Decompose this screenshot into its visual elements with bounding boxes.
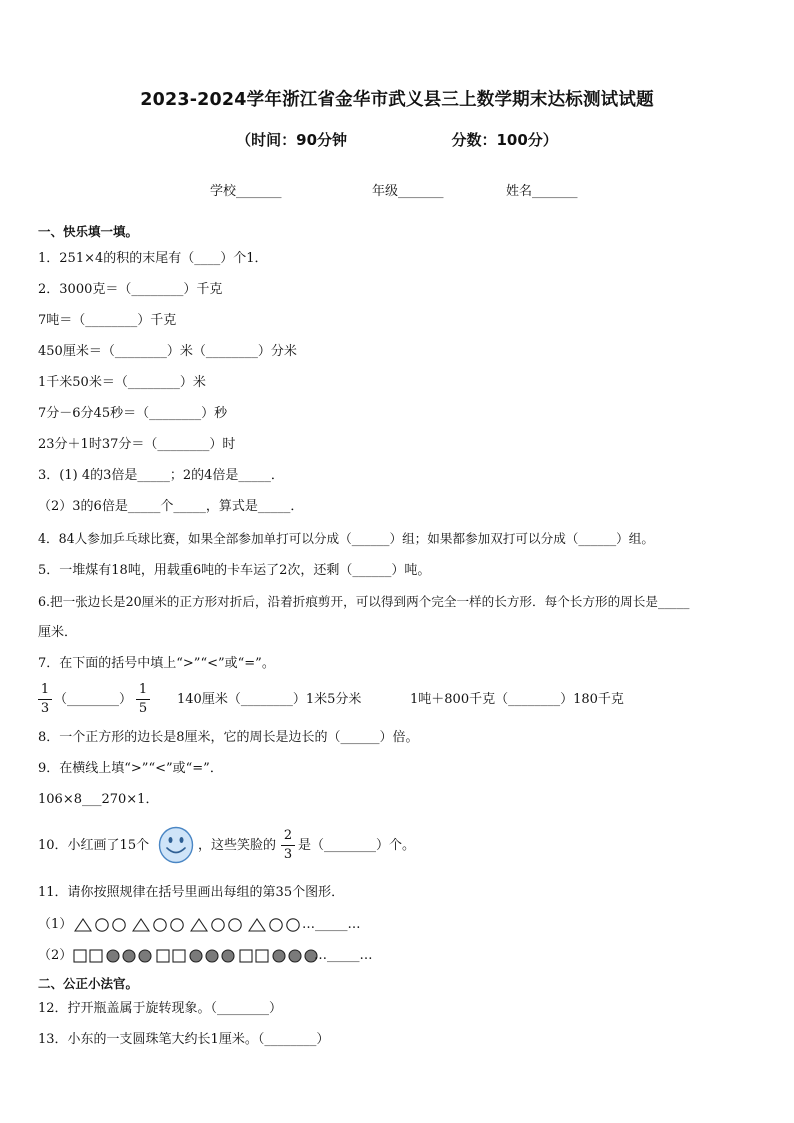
fraction-bar <box>136 699 150 700</box>
square-icon <box>74 950 86 962</box>
circle-icon <box>270 919 282 931</box>
fraction-denominator: 3 <box>283 847 293 862</box>
question-7-compare-c: 1吨＋800千克（________）180千克 <box>410 692 624 707</box>
pattern-row-squares-dots <box>73 948 343 964</box>
circle-icon <box>113 919 125 931</box>
fraction-numerator: 2 <box>283 828 293 843</box>
question-7-compare-b: 140厘米（________）1米5分米 <box>177 692 362 707</box>
school-field: 学校_______ <box>210 184 282 199</box>
question-2e: 7分－6分45秒＝（________）秒 <box>38 406 228 421</box>
question-3b: （2）3的6倍是_____个_____，算式是_____． <box>38 499 304 514</box>
grade-field: 年级_______ <box>372 184 444 199</box>
fraction-denominator: 5 <box>138 701 148 716</box>
filled-circle-icon <box>289 950 301 962</box>
question-1: 1．251×4的积的末尾有（____）个1． <box>38 251 268 266</box>
question-3a: 3．(1) 4的3倍是_____；2的4倍是_____． <box>38 468 284 483</box>
circle-icon <box>229 919 241 931</box>
question-9b: 106×8___270×1． <box>38 792 159 807</box>
question-10-part-c: 是（________）个。 <box>298 838 416 853</box>
fraction-denominator: 3 <box>40 701 50 716</box>
filled-circle-icon <box>222 950 234 962</box>
question-7-compare-a: （________） <box>54 692 133 707</box>
question-9: 9．在横线上填“>”“<”或“=”． <box>38 761 223 776</box>
question-2c: 450厘米＝（________）米（________）分米 <box>38 344 297 359</box>
question-11-part-1-blank: …_____… <box>302 917 361 932</box>
question-12: 12．拧开瓶盖属于旋转现象。（________） <box>38 1001 283 1016</box>
triangle-icon <box>133 919 149 931</box>
question-4: 4．84人参加乒乓球比赛，如果全部参加单打可以分成（______）组；如果都参加双打可以分成（______）组。 <box>38 531 654 546</box>
circle-icon <box>212 919 224 931</box>
question-10-part-a: 10．小红画了15个 <box>38 838 150 853</box>
document-subtitle: （时间：90分钟 分数：100分） <box>236 131 558 149</box>
fraction-bar <box>38 699 52 700</box>
fraction-two-thirds <box>281 828 295 863</box>
fraction-numerator: 1 <box>138 682 148 697</box>
circle-icon <box>287 919 299 931</box>
filled-circle-icon <box>206 950 218 962</box>
section-2-heading: 二、公正小法官。 <box>38 976 139 991</box>
question-2f: 23分＋1时37分＝（________）时 <box>38 437 236 452</box>
fraction-one-third <box>38 682 52 717</box>
square-icon <box>157 950 169 962</box>
question-11-part-1-label: （1） <box>38 917 73 932</box>
question-13: 13．小东的一支圆珠笔大约长1厘米。（________） <box>38 1032 330 1047</box>
square-icon <box>90 950 102 962</box>
fraction-numerator: 1 <box>40 682 50 697</box>
filled-circle-icon <box>273 950 285 962</box>
name-field: 姓名_______ <box>506 184 578 199</box>
triangle-icon <box>75 919 91 931</box>
triangle-icon <box>191 919 207 931</box>
square-icon <box>240 950 252 962</box>
question-5: 5．一堆煤有18吨，用载重6吨的卡车运了2次，还剩（______）吨。 <box>38 563 431 578</box>
question-8: 8．一个正方形的边长是8厘米，它的周长是边长的（______）倍。 <box>38 730 419 745</box>
question-11-part-2-label: （2） <box>38 948 73 963</box>
question-2a: 2．3000克＝（________）千克 <box>38 282 223 297</box>
filled-circle-icon <box>107 950 119 962</box>
section-1-heading: 一、快乐填一填。 <box>38 224 139 239</box>
circle-icon <box>154 919 166 931</box>
fraction-bar <box>281 845 295 846</box>
square-icon <box>173 950 185 962</box>
question-11-part-2-blank: …_____… <box>314 948 373 963</box>
triangle-icon <box>249 919 265 931</box>
smiley-face-icon <box>158 826 194 864</box>
question-2b: 7吨＝（________）千克 <box>38 313 177 328</box>
circle-icon <box>171 919 183 931</box>
question-2d: 1千米50米＝（________）米 <box>38 375 206 390</box>
filled-circle-icon <box>123 950 135 962</box>
filled-circle-icon <box>139 950 151 962</box>
circle-icon <box>96 919 108 931</box>
question-6a: 6.把一张边长是20厘米的正方形对折后，沿着折痕剪开，可以得到两个完全一样的长方形．每个长方形的周长是_____ <box>38 594 690 609</box>
question-6b: 厘米． <box>38 625 78 640</box>
question-7: 7．在下面的括号中填上“>”“<”或“=”。 <box>38 656 275 671</box>
question-10-part-b: ，这些笑脸的 <box>198 838 277 853</box>
question-11: 11．请你按照规律在括号里画出每组的第35个图形． <box>38 885 345 900</box>
filled-circle-icon <box>190 950 202 962</box>
square-icon <box>256 950 268 962</box>
document-title: 2023-2024学年浙江省金华市武义县三上数学期末达标测试试题 <box>140 90 654 110</box>
fraction-one-fifth <box>136 682 150 717</box>
